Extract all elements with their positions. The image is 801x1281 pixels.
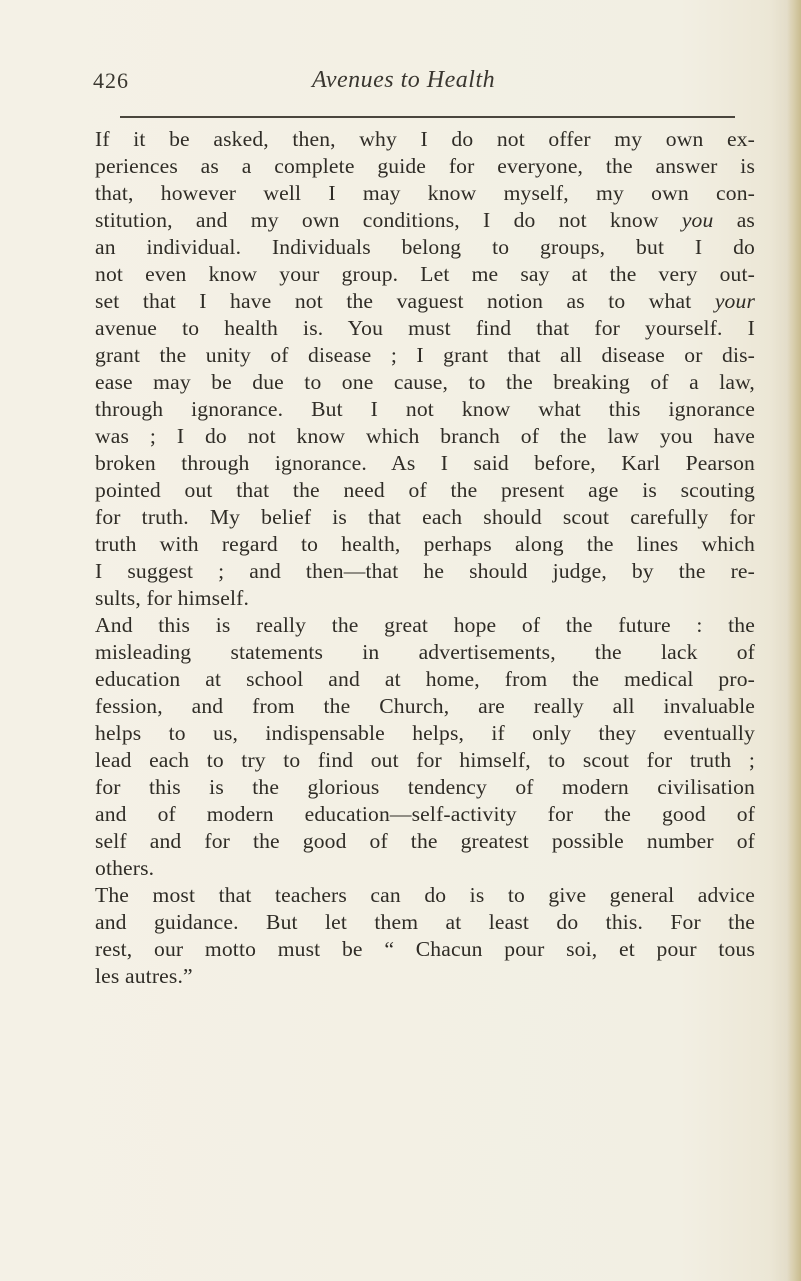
italic-word: you [681, 208, 714, 232]
text-line [95, 828, 755, 855]
text-run: and guidance. But let them at least do this. For the [95, 910, 755, 934]
text-line [95, 207, 755, 234]
text-line [95, 747, 755, 774]
text-run: lead each to try to find out for himself, to scout for truth ; [95, 748, 755, 772]
text-run: avenue to health is. You must find that for yourself. I [95, 316, 755, 340]
text-run: I suggest ; and then—that he should judge, by the re- [95, 559, 755, 583]
italic-word: your [714, 289, 755, 313]
text-run: for truth. My belief is that each should scout carefully for [95, 505, 755, 529]
text-run: les autres.” [95, 964, 193, 988]
body-text [95, 126, 755, 990]
text-run: set that I have not the vaguest notion as to what [95, 289, 715, 313]
text-line [95, 909, 755, 936]
text-line [95, 666, 755, 693]
text-line [95, 261, 755, 288]
page-edge-shadow [787, 0, 801, 1281]
text-run: was ; I do not know which branch of the law you have [95, 424, 755, 448]
text-run: If it be asked, then, why I do not offer my own ex- [95, 127, 755, 151]
text-line [95, 774, 755, 801]
text-line [95, 180, 755, 207]
text-line [95, 288, 755, 315]
text-run: an individual. Individuals belong to groups, but I do [95, 235, 755, 259]
text-line [95, 693, 755, 720]
text-line [95, 720, 755, 747]
text-run: education at school and at home, from the medical pro- [95, 667, 755, 691]
text-line [95, 855, 755, 882]
text-line [95, 369, 755, 396]
text-run: for this is the glorious tendency of modern civilisation [95, 775, 755, 799]
text-run: through ignorance. But I not know what this ignorance [95, 397, 755, 421]
text-run: broken through ignorance. As I said before, Karl Pearson [95, 451, 755, 475]
text-line [95, 153, 755, 180]
text-line [95, 801, 755, 828]
paragraph [95, 126, 755, 612]
text-line [95, 612, 755, 639]
text-line [95, 234, 755, 261]
text-line [95, 882, 755, 909]
text-run: ease may be due to one cause, to the breaking of a law, [95, 370, 755, 394]
text-run: helps to us, indispensable helps, if only they eventually [95, 721, 755, 745]
text-run: grant the unity of disease ; I grant that all disease or dis- [95, 343, 755, 367]
text-run: pointed out that the need of the present age is scouting [95, 478, 755, 502]
text-line [95, 585, 755, 612]
text-run: fession, and from the Church, are really all invaluable [95, 694, 755, 718]
paragraph [95, 612, 755, 882]
text-line [95, 450, 755, 477]
text-run: misleading statements in advertisements, the lack of [95, 640, 755, 664]
header-rule [120, 116, 735, 118]
text-line [95, 531, 755, 558]
text-line [95, 315, 755, 342]
text-line [95, 342, 755, 369]
text-line [95, 396, 755, 423]
text-run: others. [95, 856, 155, 880]
text-run: rest, our motto must be “ Chacun pour soi, et pour tous [95, 937, 755, 961]
text-line [95, 126, 755, 153]
text-run: that, however well I may know myself, my own con- [95, 181, 755, 205]
page-number: 426 [93, 68, 129, 93]
page-header [0, 64, 801, 104]
text-run: and of modern education—self-activity for the good of [95, 802, 755, 826]
text-run: periences as a complete guide for everyone, the answer is [95, 154, 755, 178]
text-line [95, 936, 755, 963]
text-run: The most that teachers can do is to give general advice [95, 883, 755, 907]
text-line [95, 423, 755, 450]
running-title: Avenues to Health [312, 67, 496, 93]
text-run: And this is really the great hope of the future : the [95, 613, 755, 637]
text-run: not even know your group. Let me say at the very out- [95, 262, 755, 286]
text-run: sults, for himself. [95, 586, 249, 610]
text-run: truth with regard to health, perhaps along the lines which [95, 532, 755, 556]
paragraph [95, 882, 755, 990]
text-line [95, 504, 755, 531]
text-run: as [713, 208, 755, 232]
text-line [95, 963, 755, 990]
text-line [95, 558, 755, 585]
text-run: stitution, and my own conditions, I do not know [95, 208, 682, 232]
text-run: self and for the good of the greatest possible number of [95, 829, 755, 853]
text-line [95, 477, 755, 504]
text-line [95, 639, 755, 666]
